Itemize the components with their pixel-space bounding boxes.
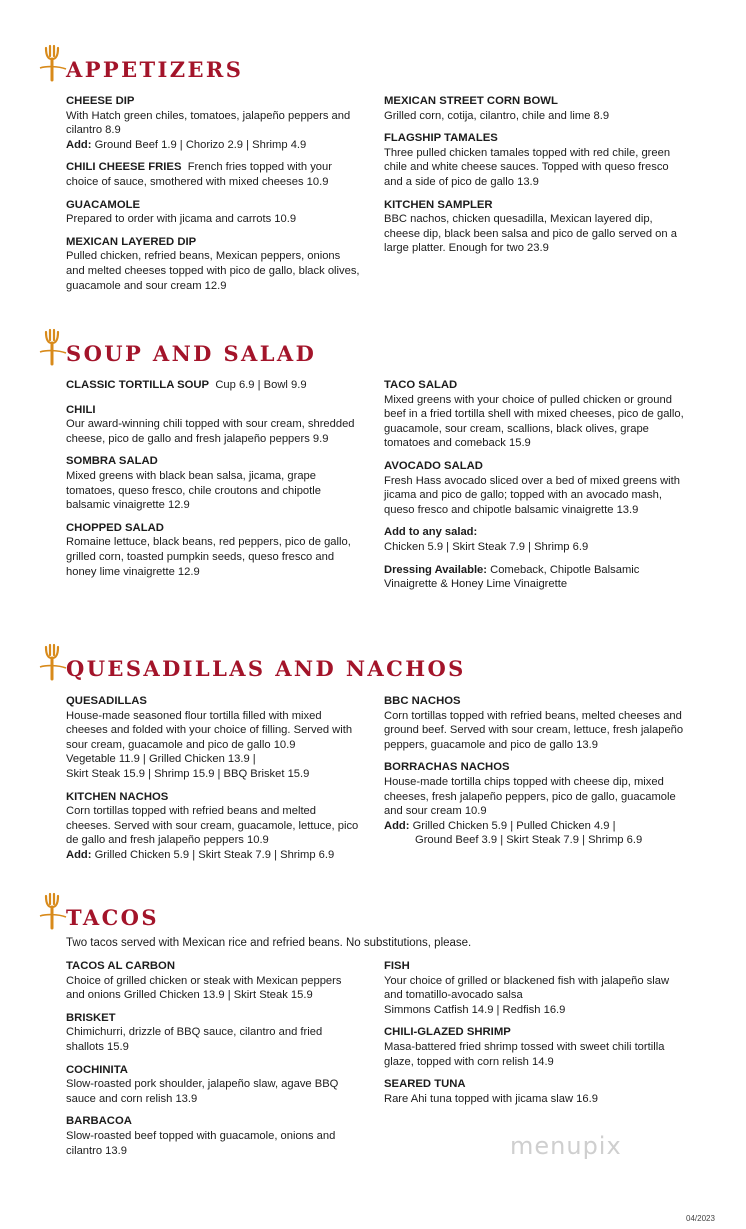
item-name: KITCHEN SAMPLER <box>384 198 493 211</box>
menu-item <box>66 790 362 863</box>
right-column <box>384 378 684 600</box>
section-header <box>38 643 738 687</box>
item-description: Rare Ahi tuna topped with jicama slaw 16.9 <box>384 1092 598 1105</box>
add-options: Ground Beef 1.9 | Chorizo 2.9 | Shrimp 4.9 <box>94 138 307 151</box>
section-header <box>38 892 738 936</box>
section-title: SOUP AND SALAD <box>66 341 317 366</box>
item-name: BARBACOA <box>66 1115 132 1128</box>
menu-item <box>66 454 362 512</box>
item-description: Prepared to order with jicama and carrots 10.9 <box>66 213 297 226</box>
menu-item <box>66 160 362 189</box>
item-name: MEXICAN LAYERED DIP <box>66 235 197 248</box>
item-name: FLAGSHIP TAMALES <box>384 132 498 145</box>
item-name: QUESADILLAS <box>66 695 147 707</box>
item-name: CLASSIC TORTILLA SOUP <box>66 379 210 391</box>
item-name: GUACAMOLE <box>66 198 141 211</box>
item-name: CHILI CHEESE FRIES <box>66 161 182 174</box>
item-description: Mixed greens with your choice of pulled chicken or ground beef in a fried tortilla shell with mixed cheeses, pico de gallo, guacamole, sour cream, scallions, black olives, grape tomatoes and comeback 15.9 <box>384 393 684 450</box>
menu-item <box>66 959 362 1003</box>
add-options: Grilled Chicken 5.9 | Pulled Chicken 4.9 | <box>412 819 616 832</box>
menu-item <box>384 760 684 848</box>
menu-item <box>66 1114 362 1158</box>
right-column <box>384 959 684 1114</box>
filling-options: Skirt Steak 15.9 | Shrimp 15.9 | BBQ Brisket 15.9 <box>66 767 310 780</box>
right-column <box>384 694 684 856</box>
item-description: Three pulled chicken tamales topped with red chile, green chile and white cheese sauces. Topped with queso fresco and a side of pico de gallo 13.9 <box>384 146 671 188</box>
menu-item <box>66 403 362 447</box>
item-description: With Hatch green chiles, tomatoes, jalapeño peppers and cilantro 8.9 <box>66 109 351 137</box>
item-name: SOMBRA SALAD <box>66 455 158 468</box>
filling-options: Vegetable 11.9 | Grilled Chicken 13.9 | <box>66 753 256 766</box>
dressing-info <box>384 563 684 592</box>
add-label: Add: <box>66 848 92 861</box>
menu-item <box>66 1011 362 1055</box>
item-description: Our award-winning chili topped with sour cream, shredded cheese, pico de gallo and fresh jalapeño peppers 9.9 <box>66 418 355 445</box>
item-description: Mixed greens with black bean salsa, jicama, grape tomatoes, queso fresco, chile croutons and chipotle balsamic vinaigrette 12.9 <box>66 469 321 512</box>
item-description: BBC nachos, chicken quesadilla, Mexican layered dip, cheese dip, black been salsa and pico de gallo served on a large platter. Enough for two 23.9 <box>384 213 677 255</box>
item-name: CHOPPED SALAD <box>66 521 164 534</box>
item-description: French fries topped with your choice of sauce, smothered with mixed cheeses 10.9 <box>66 161 332 188</box>
menu-item <box>384 94 684 123</box>
item-name: CHEESE DIP <box>66 95 135 107</box>
item-description: House-made tortilla chips topped with cheese dip, mixed cheeses, fresh jalapeño peppers, pico de gallo, guacamole and sour cream 10.9 <box>384 775 676 818</box>
item-name: TACO SALAD <box>384 379 458 391</box>
section-title: QUESADILLAS AND NACHOS <box>66 656 466 681</box>
item-description: Chimichurri, drizzle of BBQ sauce, cilantro and fried shallots 15.9 <box>66 1026 323 1053</box>
fork-logo-icon <box>38 44 68 84</box>
menu-item <box>384 1025 684 1069</box>
item-name: BORRACHAS NACHOS <box>384 761 510 774</box>
menu-item <box>66 94 362 152</box>
addons-label: Add to any salad: <box>384 526 478 539</box>
menu-item <box>384 131 684 189</box>
addons-options: Chicken 5.9 | Skirt Steak 7.9 | Shrimp 6.9 <box>384 540 589 553</box>
section-title: APPETIZERS <box>66 57 244 82</box>
watermark: menupix <box>510 1132 622 1160</box>
item-description: Slow-roasted beef topped with guacamole, onions and cilantro 13.9 <box>66 1129 336 1157</box>
menu-item <box>66 1063 362 1107</box>
menu-item <box>384 459 684 517</box>
salad-addons <box>384 525 684 554</box>
menu-item <box>384 959 684 1017</box>
item-name: TACOS AL CARBON <box>66 960 175 972</box>
add-label: Add: <box>66 138 92 151</box>
left-column <box>66 378 362 587</box>
fork-logo-icon <box>38 328 68 368</box>
menu-item <box>66 235 362 293</box>
item-name: MEXICAN STREET CORN BOWL <box>384 95 558 107</box>
menu-item <box>384 378 684 451</box>
fork-logo-icon <box>38 892 68 932</box>
item-name: BBC NACHOS <box>384 695 461 707</box>
menu-item <box>66 378 362 393</box>
add-options: Ground Beef 3.9 | Skirt Steak 7.9 | Shrimp 6.9 <box>415 834 643 847</box>
item-name: COCHINITA <box>66 1063 128 1076</box>
menu-item <box>66 694 362 782</box>
menu-item <box>384 694 684 752</box>
menu-item <box>66 198 362 227</box>
add-label: Add: <box>384 819 410 832</box>
item-description: Slow-roasted pork shoulder, jalapeño slaw, agave BBQ sauce and corn relish 13.9 <box>66 1078 339 1105</box>
dressing-label: Dressing Available: <box>384 563 488 576</box>
menu-item <box>66 521 362 579</box>
item-name: CHILI <box>66 403 96 416</box>
left-column <box>66 94 362 301</box>
fish-options: Simmons Catfish 14.9 | Redfish 16.9 <box>384 1003 566 1016</box>
item-description: Fresh Hass avocado sliced over a bed of mixed greens with jicama and pico de gallo; topped with an avocado mash, queso fresco and chipotle balsamic vinaigrette 13.9 <box>384 474 680 516</box>
dressing-options: Comeback, Chipotle Balsamic Vinaigrette & Honey Lime Vinaigrette <box>384 563 640 591</box>
item-description: Corn tortillas topped with refried beans, melted cheeses and ground beef. Served with sour cream, lettuce, fresh jalapeño peppers, guacamole and pico de gallo 13.9 <box>384 709 684 751</box>
fork-logo-icon <box>38 643 68 683</box>
item-description: House-made seasoned flour tortilla filled with mixed cheeses and folded with your choice of filling. Served with sour cream, guacamole and pico de gallo 10.9 <box>66 709 353 751</box>
item-description: Pulled chicken, refried beans, Mexican peppers, onions and melted cheeses topped with pico de gallo, black olives, guacamole and sour cream 12.9 <box>66 250 360 292</box>
section-header <box>38 328 738 372</box>
section-title: TACOS <box>66 905 159 930</box>
section-header <box>38 44 738 88</box>
item-description: Grilled corn, cotija, cilantro, chile and lime 8.9 <box>384 109 610 122</box>
item-name: CHILI-GLAZED SHRIMP <box>384 1026 511 1039</box>
item-description: Corn tortillas topped with refried beans and melted cheeses. Served with sour cream, guacamole, lettuce, pico de gallo and fresh jalapeño peppers 10.9 <box>66 805 359 847</box>
item-name: FISH <box>384 960 410 972</box>
item-name: SEARED TUNA <box>384 1078 466 1091</box>
item-description: Romaine lettuce, black beans, red peppers, pico de gallo, grilled corn, toasted pumpkin seeds, queso fresco and honey lime vinaigrette 12.9 <box>66 536 351 578</box>
add-options: Grilled Chicken 5.9 | Skirt Steak 7.9 | Shrimp 6.9 <box>94 848 335 861</box>
left-column <box>66 959 362 1166</box>
print-date: 04/2023 <box>686 1214 715 1223</box>
menu-item <box>384 198 684 256</box>
menu-item <box>384 1077 684 1106</box>
section-note: Two tacos served with Mexican rice and refried beans. No substitutions, please. <box>66 937 472 949</box>
item-name: AVOCADO SALAD <box>384 459 483 472</box>
item-description: Choice of grilled chicken or steak with Mexican peppers and onions Grilled Chicken 13.9 | Skirt Steak 15.9 <box>66 974 342 1002</box>
item-description: Cup 6.9 | Bowl 9.9 <box>215 379 307 391</box>
item-description: Your choice of grilled or blackened fish with jalapeño slaw and tomatillo-avocado salsa <box>384 974 670 1002</box>
item-name: BRISKET <box>66 1011 116 1024</box>
left-column <box>66 694 362 871</box>
right-column <box>384 94 684 264</box>
item-description: Masa-battered fried shrimp tossed with sweet chili tortilla glaze, topped with corn relish 14.9 <box>384 1040 665 1068</box>
item-name: KITCHEN NACHOS <box>66 790 169 803</box>
